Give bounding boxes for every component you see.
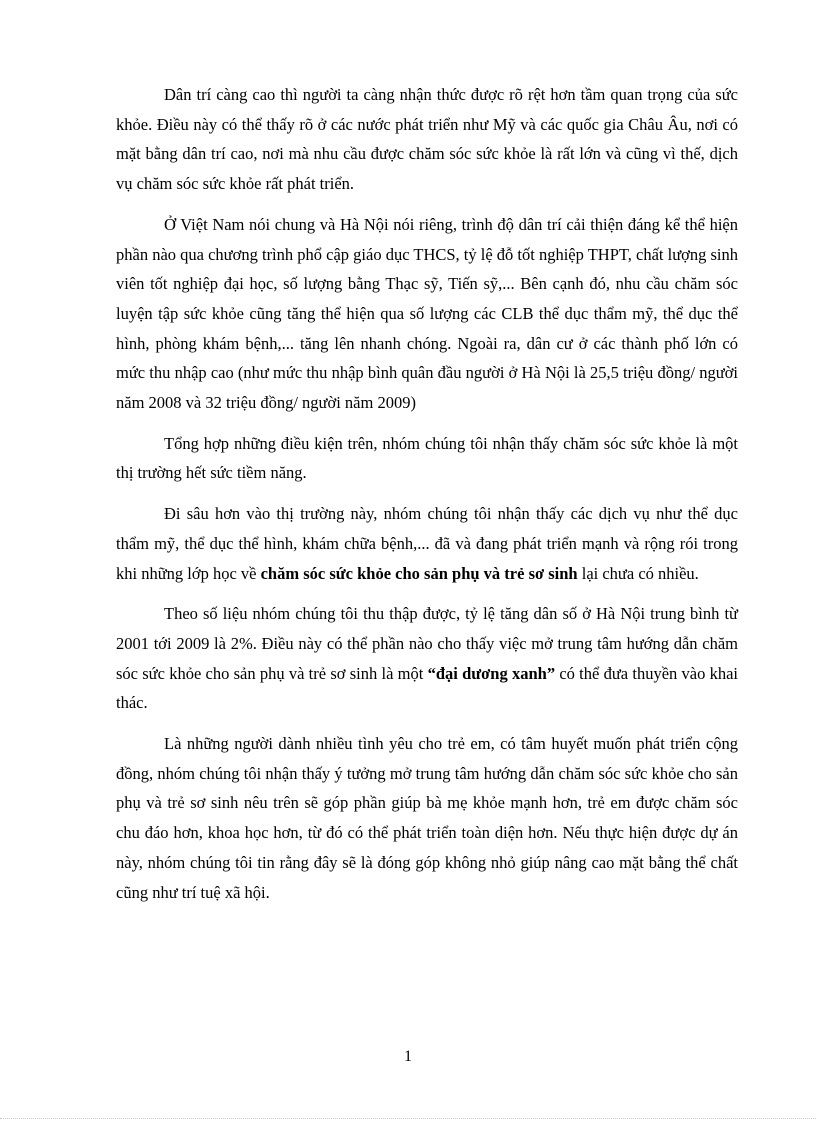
paragraph-text: có thể đưa thuyền vào khai thác.: [116, 663, 738, 713]
bold-phrase: “đại dương xanh”: [427, 663, 556, 683]
paragraph-service-gap: [116, 499, 738, 588]
page-bottom-edge: [0, 1118, 816, 1119]
paragraph-population-growth: [116, 599, 738, 718]
paragraph-vietnam-hanoi: Ở Việt Nam nói chung và Hà Nội nói riêng, trình độ dân trí cải thiện đáng kể thể hiện phần nào qua chương trình phổ cập giáo dục THCS, tỷ lệ đỗ tốt nghiệp THPT, chất lượng sinh viên tốt nghiệp đại học, số lượng bằng Thạc sỹ, Tiến sỹ,... Bên cạnh đó, nhu cầu chăm sóc luyện tập sức khỏe cũng tăng thể hiện qua số lượng các CLB thể dục thẩm mỹ, thể dục thể hình, phòng khám bệnh,... tăng lên nhanh chóng. Ngoài ra, dân cư ở các thành phố lớn có mức thu nhập cao (như mức thu nhập bình quân đầu người ở Hà Nội là 25,5 triệu đồng/ người năm 2008 và 32 triệu đồng/ người năm 2009): [116, 214, 738, 413]
paragraph-health-awareness: Dân trí càng cao thì người ta càng nhận thức được rõ rệt hơn tầm quan trọng của sức khỏe. Điều này có thể thấy rõ ở các nước phát triển như Mỹ và các quốc gia Châu Âu, nơi có mặt bằng dân trí cao, nơi mà nhu cầu được chăm sóc sức khỏe là rất lớn và cũng vì thế, dịch vụ chăm sóc sức khỏe rất phát triển.: [116, 85, 738, 194]
paragraph-market-potential: Tổng hợp những điều kiện trên, nhóm chúng tôi nhận thấy chăm sóc sức khỏe là một thị trường hết sức tiềm năng.: [116, 433, 738, 483]
paragraph-text: lại chưa có nhiều.: [577, 563, 699, 583]
bold-phrase: chăm sóc sức khỏe cho sản phụ và trẻ sơ sinh: [260, 563, 578, 583]
document-body: [116, 80, 738, 918]
paragraph-text: Đi sâu hơn vào thị trường này, nhóm chúng tôi nhận thấy các dịch vụ như thể dục thẩm mỹ, thể dục thể hình, khám chữa bệnh,... đã và đang phát triển mạnh và rộng rói trong khi những lớp học về: [116, 504, 738, 583]
paragraph-text: Theo số liệu nhóm chúng tôi thu thập được, tỷ lệ tăng dân số ở Hà Nội trung bình từ 2001 tới 2009 là 2%. Điều này có thể phần nào cho thấy việc mở trung tâm hướng dẫn chăm sóc sức khỏe cho sản phụ và trẻ sơ sinh là một: [116, 604, 738, 683]
paragraph-project-goal: Là những người dành nhiều tình yêu cho trẻ em, có tâm huyết muốn phát triển cộng đồng, nhóm chúng tôi nhận thấy ý tưởng mở trung tâm hướng dẫn chăm sóc sức khỏe cho sản phụ và trẻ sơ sinh nêu trên sẽ góp phần giúp bà mẹ khỏe mạnh hơn, trẻ em được chăm sóc chu đáo hơn, khoa học hơn, từ đó có thể phát triển toàn diện hơn. Nếu thực hiện được dự án này, nhóm chúng tôi tin rằng đây sẽ là đóng góp không nhỏ giúp nâng cao mặt bằng thể chất cũng như trí tuệ xã hội.: [116, 734, 738, 902]
page-number: 1: [404, 1048, 412, 1065]
